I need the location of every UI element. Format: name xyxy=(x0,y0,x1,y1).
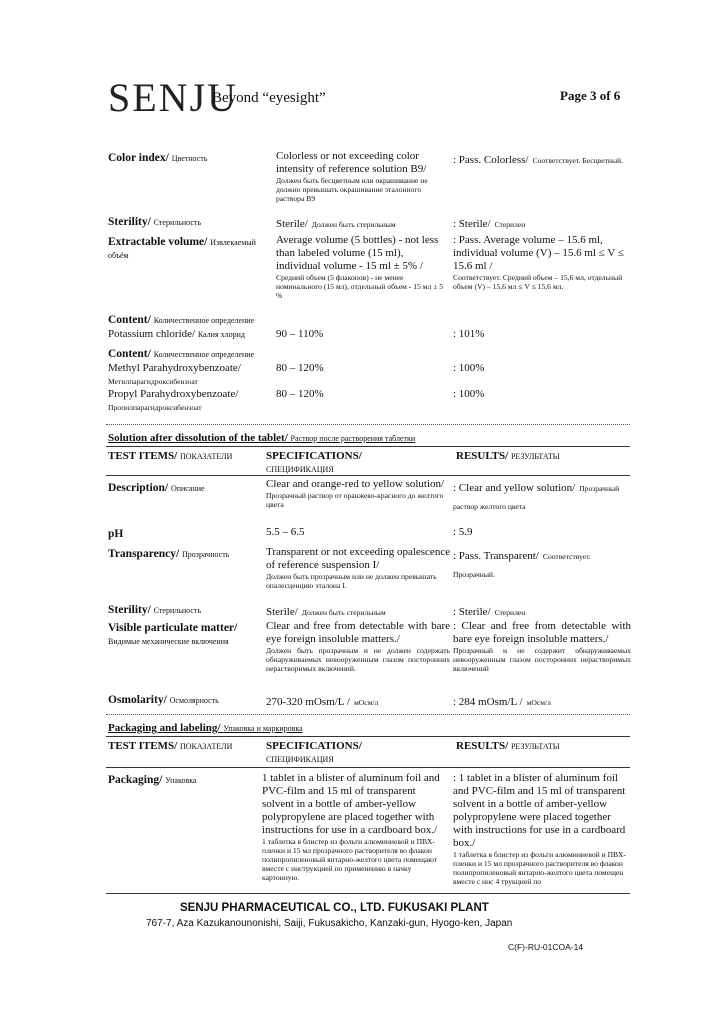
col-results: RESULTS/ РЕЗУЛЬТАТЫ xyxy=(456,450,560,462)
col-specifications: SPECIFICATIONS/ СПЕЦИФИКАЦИЯ xyxy=(266,450,362,474)
osmolarity-result: : 284 mOsm/L / мОсм/л xyxy=(453,696,551,708)
propylparaben-result: : 100% xyxy=(453,388,485,400)
extractable-volume-result: : Pass. Average volume – 15.6 ml, individual volume (V) – 15.6 ml ≤ V ≤ 15.6 ml / Соответствует. Средний объем – 15,6 мл, отдельный объем (V) – 15,6 мл ≤ V ≤ 15,6 мл. xyxy=(453,234,624,291)
osmolarity-spec: 270-320 mOsm/L / мОсм/л xyxy=(266,696,379,708)
packaging-label: Packaging/ Упаковка xyxy=(108,774,197,786)
col-specifications-2: SPECIFICATIONS/ СПЕЦИФИКАЦИЯ xyxy=(266,740,362,764)
description-result: : Clear and yellow solution/ Прозрачный раствор желтого цвета xyxy=(453,482,620,511)
ph-label: pH xyxy=(108,528,124,540)
visible-particulate-label: Visible particulate matter/ Видимые механические включения xyxy=(108,622,238,646)
transparency-spec: Transparent or not exceeding opalescence of reference suspension I/ Должен быть прозрачным или не должен превышать опалесценцию эталона I. xyxy=(266,546,451,590)
potassium-chloride-spec: 90 – 110% xyxy=(276,328,324,340)
sterility-label: Sterility/ Стерильность xyxy=(108,216,202,228)
sterility-result-2: : Sterile/ Стерилен xyxy=(453,606,526,618)
divider xyxy=(106,424,630,425)
footer-address: 767-7, Aza Kazukanounonishi, Saiji, Fukusakicho, Kanzaki-gun, Hyogo-ken, Japan xyxy=(146,918,513,929)
potassium-chloride-label: Potassium chloride/ Калия хлорид xyxy=(108,328,245,340)
divider-2 xyxy=(106,714,630,715)
extractable-volume-label: Extractable volume/ Извлекаемый объём xyxy=(108,236,256,260)
footer-company: SENJU PHARMACEUTICAL CO., LTD. FUKUSAKI PLANT xyxy=(180,902,489,914)
methylparaben-spec: 80 – 120% xyxy=(276,362,324,374)
propylparaben-spec: 80 – 120% xyxy=(276,388,324,400)
sterility-spec: Sterile/ Должен быть стерильным xyxy=(276,218,396,230)
footer-rule xyxy=(106,893,630,894)
visible-particulate-spec: Clear and free from detectable with bare eye foreign insoluble matters./ Должен быть прозрачным и не должен содержать обнаруживаемых невооруженным глазом посторонних нерастворимых включений. xyxy=(266,620,450,673)
sterility-spec-2: Sterile/ Должен быть стерильным xyxy=(266,606,386,618)
ph-result: : 5.9 xyxy=(453,526,473,538)
transparency-label: Transparency/ Прозрачность xyxy=(108,548,230,560)
col-results-2: RESULTS/ РЕЗУЛЬТАТЫ xyxy=(456,740,560,752)
propylparaben-label: Propyl Parahydroxybenzoate/ Пропилпарагидроксибензоат xyxy=(108,388,239,412)
header-rule xyxy=(106,475,630,476)
methylparaben-label: Methyl Parahydroxybenzoate/ Метилпарагидроксибензоат xyxy=(108,362,241,386)
packaging-spec: 1 tablet in a blister of aluminum foil and PVC-film and 15 ml of transparent solvent in a bottle of amber-yellow polypropylene are placed together with instructions for use in a cardboard box./ 1 таблетка в блистер из фольги алюминиевой и ПВХ-пленки и 15 мл прозрачного растворителя во флакон полипропиленовый янтарно-желтого цвета помещают вместе с инструкцией по применению в пачку картонную. xyxy=(262,772,440,882)
sterility-label-2: Sterility/ Стерильность xyxy=(108,604,202,616)
page-number: Page 3 of 6 xyxy=(560,88,621,103)
potassium-chloride-result: : 101% xyxy=(453,328,485,340)
col-test-items-2: TEST ITEMS/ ПОКАЗАТЕЛИ xyxy=(108,740,233,752)
section-rule-2 xyxy=(106,736,630,737)
senju-logo: SENJU xyxy=(108,75,239,120)
visible-particulate-result: : Clear and free from detectable with bare eye foreign insoluble matters./ Прозрачный и не содержит обнаруживаемых невооруженным глазом посторонних нерастворимых включений xyxy=(453,620,631,673)
tagline: Beyond “eyesight” xyxy=(212,90,326,106)
methylparaben-result: : 100% xyxy=(453,362,485,374)
content-label-2: Content/ Количественное определение xyxy=(108,348,255,360)
color-index-label: Color index/ Цветность xyxy=(108,152,208,164)
transparency-result: : Pass. Transparent/ Соответствует. Прозрачный. xyxy=(453,550,591,579)
description-label: Description/ Описание xyxy=(108,482,205,494)
color-index-spec: Colorless or not exceeding color intensity of reference solution B9/ Должен быть бесцветным или окрашивание не должно превышать окрашивание эталонного раствора В9 xyxy=(276,150,428,203)
color-index-result: : Pass. Colorless/ Соответствует. Бесцветный. xyxy=(453,154,624,166)
packaging-result: : 1 tablet in a blister of aluminum foil and PVC-film and 15 ml of transparent solvent in a bottle of amber-yellow polypropylene were placed together with instructions for use in a cardboard box./ 1 таблетка в блистер из фольги алюминиевой и ПВХ-пленки и 15 мл прозрачного растворителя во флакон полипропиленовый янтарно-желтого цвета помещен вместе с инс 4 трукцией по xyxy=(453,772,626,886)
section-packaging-title: Packaging and labeling/ Упаковка и маркировка xyxy=(108,722,303,734)
extractable-volume-spec: Average volume (5 bottles) - not less than labeled volume (15 ml), individual volume - 15 ml ± 5% / Средний объем (5 флаконов) - не менее номинального (15 мл), отдельный объем - 15 мл ± 5 % xyxy=(276,234,444,300)
col-test-items: TEST ITEMS/ ПОКАЗАТЕЛИ xyxy=(108,450,233,462)
ph-spec: 5.5 – 6.5 xyxy=(266,526,305,538)
footer-code: C(F)-RU-01COA-14 xyxy=(508,942,584,952)
description-spec: Clear and orange-red to yellow solution/ Прозрачный раствор от оранжево-красного до желтого цвета xyxy=(266,478,445,509)
header-rule-2 xyxy=(106,767,630,768)
section-solution-title: Solution after dissolution of the tablet/ Раствор после растворения таблетки xyxy=(108,432,416,444)
sterility-result: : Sterile/ Стерилен xyxy=(453,218,526,230)
osmolarity-label: Osmolarity/ Осмолярность xyxy=(108,694,219,706)
content-label-1: Content/ Количественное определение xyxy=(108,314,255,326)
section-rule xyxy=(106,446,630,447)
